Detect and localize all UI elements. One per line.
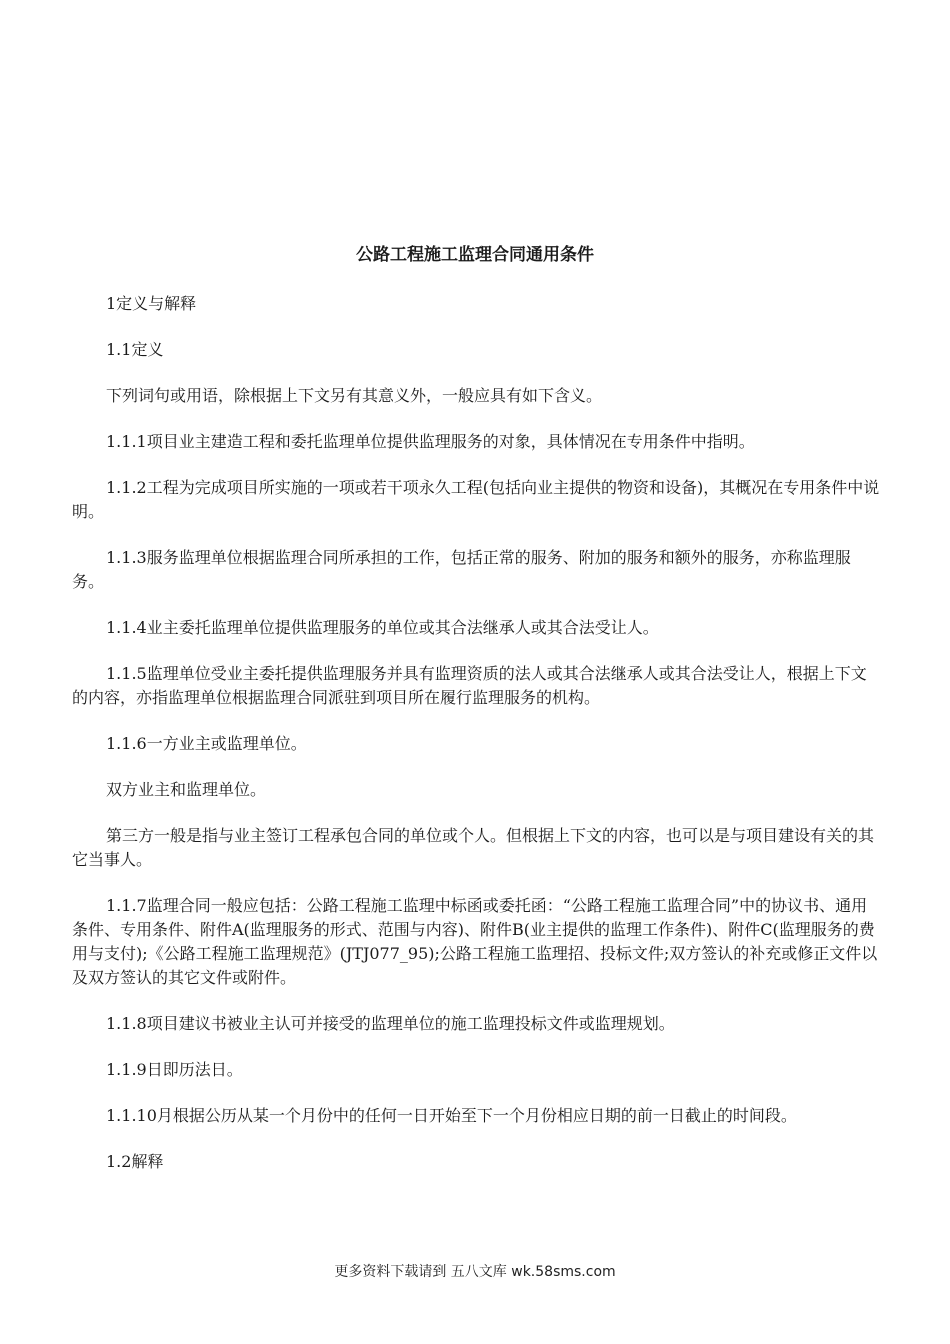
paragraph-1-1-8: 1.1.8项目建议书被业主认可并接受的监理单位的施工监理投标文件或监理规划。: [106, 1014, 675, 1033]
paragraph-1-1-3: 1.1.3服务监理单位根据监理合同所承担的工作，包括正常的服务、附加的服务和额外的服务，亦称监理服务。: [72, 548, 851, 591]
paragraph-1-1-7: 1.1.7监理合同一般应包括：公路工程施工监理中标函或委托函：“公路工程施工监理合同”中的协议书、通用条件、专用条件、附件A(监理服务的形式、范围与内容)、附件B(业主提供的监理工作条件)、附件C(监理服务的费用与支付);《公路工程施工监理规范》(JTJ077_95);公路工程施工监理招、投标文件;双方签认的补充或修正文件以及双方签认的其它文件或附件。: [72, 896, 878, 987]
paragraph-1-1-4: 1.1.4业主委托监理单位提供监理服务的单位或其合法继承人或其合法受让人。: [106, 618, 659, 637]
paragraph-definition-heading: 1定义与解释: [106, 294, 197, 313]
paragraph-1-1-1: 1.1.1项目业主建造工程和委托监理单位提供监理服务的对象，具体情况在专用条件中指明。: [106, 432, 755, 451]
footer-download-note: 更多资料下载请到 五八文库 wk.58sms.com: [334, 1264, 616, 1280]
paragraph-1-1-5: 1.1.5监理单位受业主委托提供监理服务并具有监理资质的法人或其合法继承人或其合法受让人，根据上下文的内容，亦指监理单位根据监理合同派驻到项目所在履行监理服务的机构。: [72, 664, 867, 707]
document-body: [72, 292, 880, 1196]
paragraph-1-1-6: 1.1.6一方业主或监理单位。: [106, 734, 307, 753]
paragraph-1-1-10: 1.1.10月根据公历从某一个月份中的任何一日开始至下一个月份相应日期的前一日截止的时间段。: [106, 1106, 797, 1125]
paragraph-1-1: 1.1定义: [106, 340, 164, 359]
paragraph-intro: 下列词句或用语，除根据上下文另有其意义外，一般应具有如下含义。: [106, 386, 603, 405]
paragraph-1-2: 1.2解释: [106, 1152, 164, 1171]
paragraph-1-1-9: 1.1.9日即历法日。: [106, 1060, 243, 1079]
paragraph-third-party: 第三方一般是指与业主签订工程承包合同的单位或个人。但根据上下文的内容，也可以是与项目建设有关的其它当事人。: [72, 826, 875, 869]
document-title: 公路工程施工监理合同通用条件: [356, 245, 594, 265]
paragraph-1-1-2: 1.1.2工程为完成项目所实施的一项或若干项永久工程(包括向业主提供的物资和设备)，其概况在专用条件中说明。: [72, 478, 880, 521]
paragraph-both-parties: 双方业主和监理单位。: [106, 780, 267, 799]
